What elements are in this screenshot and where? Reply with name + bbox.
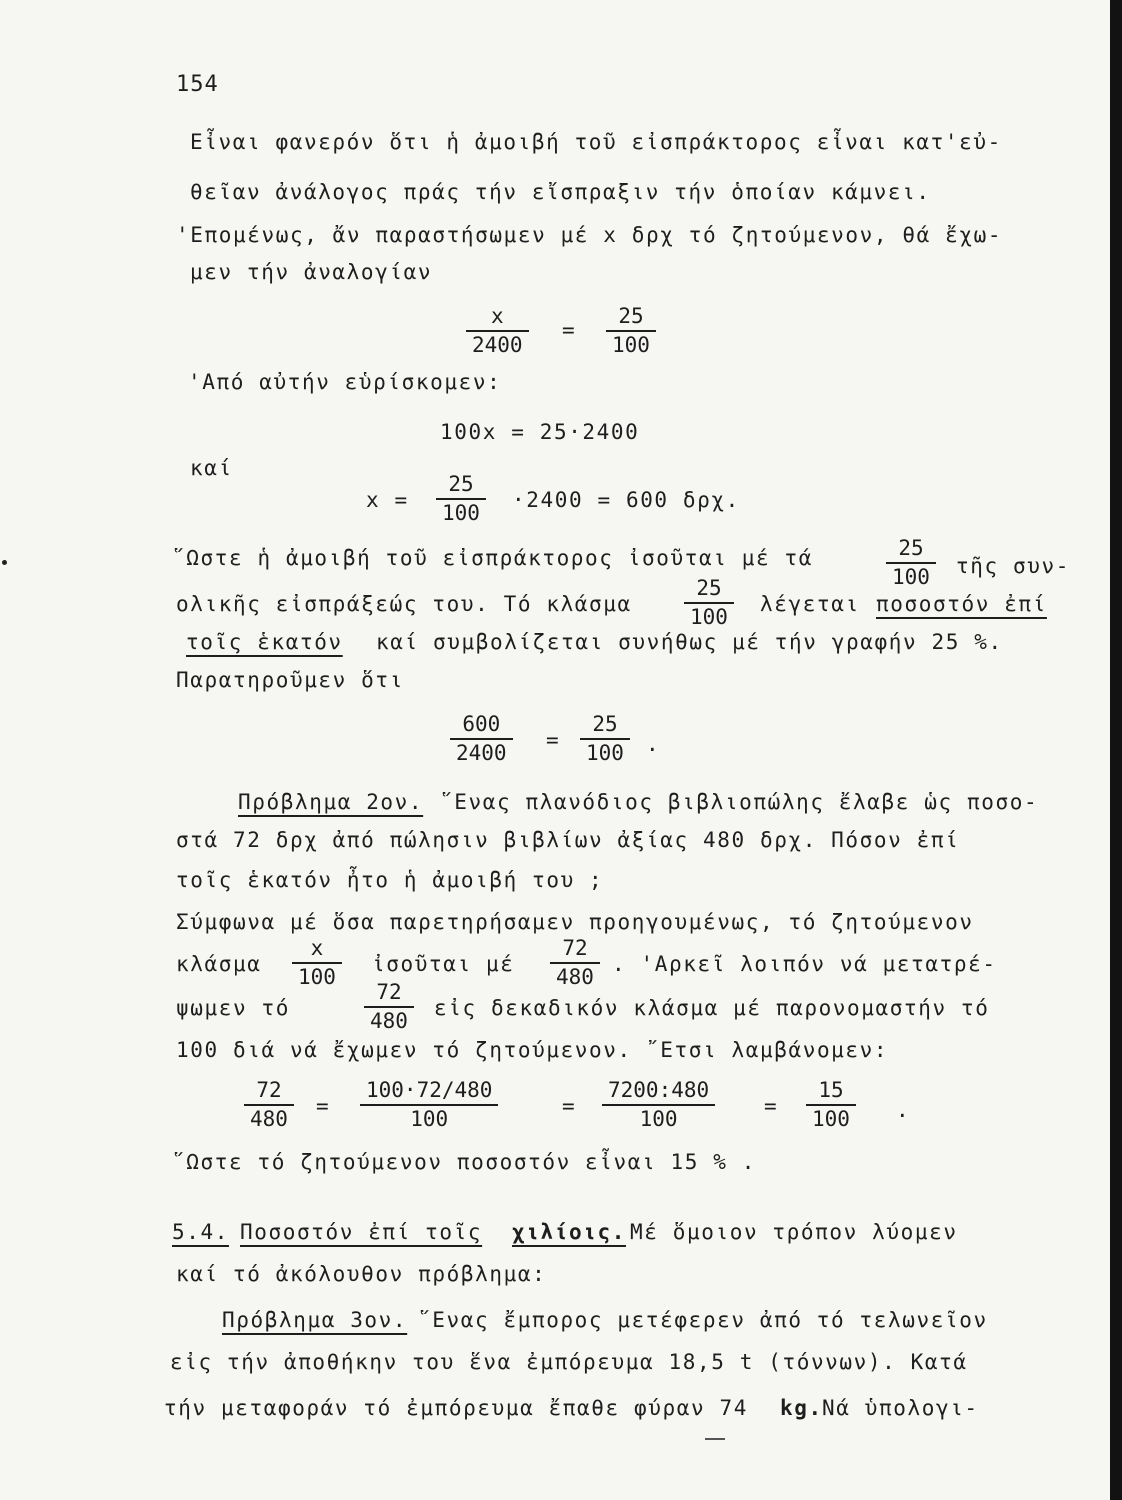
unit-kg: kg. [780, 1396, 823, 1420]
text-line-18: ῞Ωστε τό ζητούμενον ποσοστόν εἶναι 15 % . [172, 1150, 756, 1174]
equals-sign: = [316, 1094, 331, 1118]
page-number: 154 [176, 72, 219, 97]
denominator: 100 [442, 501, 480, 525]
text-line-7-end: τῆς συν- [956, 554, 1070, 578]
text-line-19: Μέ ὅμοιον τρόπον λύομεν [630, 1220, 958, 1244]
numerator: x [292, 938, 342, 964]
text-isoutai-me: ἰσοῦται μέ [372, 952, 515, 976]
text-klasma: κλάσμα [176, 952, 262, 976]
text-line-12: στά 72 δρχ ἀπό πώλησιν βιβλίων ἀξίας 480 δρχ. Πόσον ἐπί [176, 828, 960, 852]
period: . [646, 732, 661, 756]
text-line-23: τήν μεταφοράν τό ἐμπόρευμα ἔπαθε φύραν 74 [164, 1396, 748, 1420]
fraction-25-over-100 [606, 306, 656, 356]
numerator: 15 [806, 1080, 856, 1106]
fraction-25-over-100 [580, 714, 630, 764]
text-psomen-to: ψωμεν τό [176, 996, 290, 1020]
text-line-2: θεῖαν ἀνάλογος πράς τήν εἴσπραξιν τήν ὁποίαν κάμνει. [190, 180, 931, 204]
numerator: 7200:480 [602, 1080, 715, 1106]
numerator: 25 [580, 714, 630, 740]
fraction-72-over-480 [550, 938, 600, 988]
numerator: 72 [364, 982, 414, 1008]
text-line-21: ῞Ενας ἔμπορος μετέφερεν ἀπό τό τελωνεῖον [418, 1308, 988, 1332]
denominator: 100 [298, 965, 336, 989]
denominator: 100 [639, 1107, 678, 1131]
term-pososton-epi: ποσοστόν ἐπί [876, 592, 1047, 616]
numerator: 600 [450, 714, 513, 740]
denominator: 100 [812, 1107, 850, 1131]
text-line-23-end: Νά ὑπολογι- [822, 1396, 979, 1420]
denominator: 100 [690, 605, 728, 629]
period: . [896, 1098, 911, 1122]
margin-dot [2, 560, 7, 565]
fraction-x-over-2400 [466, 306, 529, 356]
text-kai: καί [190, 456, 233, 480]
term-tois-ekaton: τοῖς ἑκατόν [186, 630, 343, 654]
text-line-20: καί τό ἀκόλουθον πρόβλημα: [176, 1262, 547, 1286]
equals-sign: = [562, 1094, 577, 1118]
numerator: 25 [436, 474, 486, 500]
text-line-5: 'Από αὐτήν εὑρίσκομεν: [188, 370, 502, 394]
numerator: 72 [244, 1080, 294, 1106]
fraction-x-over-100 [292, 938, 342, 988]
denominator: 480 [370, 1009, 408, 1033]
fraction-15-over-100 [806, 1080, 856, 1130]
denominator: 2400 [472, 333, 523, 357]
fraction-25-over-100-klasma [684, 578, 734, 628]
text-line-9: καί συμβολίζεται συνήθως μέ τήν γραφήν 25 %. [376, 630, 1003, 654]
fraction-72-over-480 [244, 1080, 294, 1130]
text-line-17: 100 διά νά ἔχωμεν τό ζητούμενον. ῎Ετσι λαμβάνομεν: [176, 1038, 889, 1062]
equation-100x: 100x = 25·2400 [440, 420, 640, 444]
numerator: 25 [606, 306, 656, 332]
denominator: 100 [612, 333, 650, 357]
text-line-1: Εἶναι φανερόν ὅτι ἡ ἀμοιβή τοῦ εἰσπράκτορος εἶναι κατ'εὐ- [190, 130, 1002, 154]
fraction-7200-over-480-over-100 [602, 1080, 715, 1130]
text-legetai: λέγεται [760, 592, 860, 616]
problem-2-heading: Πρόβλημα 2ον. [238, 790, 424, 814]
text-line-7: ῞Ωστε ἡ ἀμοιβή τοῦ εἰσπράκτορος ἰσοῦται μέ τά [172, 546, 813, 570]
section-number: 5.4. [172, 1220, 229, 1244]
fraction-72-over-480 [364, 982, 414, 1032]
numerator: 100·72/480 [360, 1080, 498, 1106]
fraction-25-over-100-inline [886, 538, 936, 588]
scan-edge-bar [1110, 0, 1122, 1500]
denominator: 2400 [456, 741, 507, 765]
fraction-100x72-over-480-over-100 [360, 1080, 498, 1130]
denominator: 100 [586, 741, 624, 765]
section-title: Ποσοστόν ἐπί τοῖς [240, 1220, 483, 1244]
x-result: ·2400 = 600 δρχ. [512, 488, 740, 512]
equals-sign: = [562, 318, 577, 342]
text-line-14: Σύμφωνα μέ ὅσα παρετηρήσαμεν προηγουμένως, τό ζητούμενον [176, 910, 974, 934]
numerator: 25 [886, 538, 936, 564]
numerator: 72 [550, 938, 600, 964]
problem-3-heading: Πρόβλημα 3ον. [222, 1308, 408, 1332]
text-line-15: . 'Αρκεῖ λοιπόν νά μετατρέ- [612, 952, 997, 976]
page-bottom-mark [705, 1438, 725, 1440]
x-equals: x = [366, 488, 409, 512]
fraction-25-over-100 [436, 474, 486, 524]
text-line-4: μεν τήν ἀναλογίαν [190, 260, 433, 284]
numerator: 25 [684, 578, 734, 604]
fraction-600-over-2400 [450, 714, 513, 764]
text-line-22: εἰς τήν ἀποθήκην του ἕνα ἐμπόρευμα 18,5 t (τόννων). Κατά [170, 1350, 968, 1374]
text-line-8: ολικῆς εἰσπράξεώς του. Τό κλάσμα [176, 592, 632, 616]
denominator: 100 [892, 565, 930, 589]
denominator: 100 [410, 1107, 449, 1131]
equals-sign: = [764, 1094, 779, 1118]
text-line-3: 'Επομένως, ἄν παραστήσωμεν μέ x δρχ τό ζητούμενον, θά ἔχω- [176, 223, 1003, 247]
denominator: 480 [250, 1107, 288, 1131]
text-line-16: εἰς δεκαδικόν κλάσμα μέ παρονομαστήν τό [434, 996, 990, 1020]
text-line-13: τοῖς ἑκατόν ἦτο ἡ ἀμοιβή του ; [176, 868, 604, 892]
equals-sign: = [546, 728, 561, 752]
section-title-emphasis: χιλίοις. [512, 1220, 626, 1244]
denominator: 480 [556, 965, 594, 989]
numerator: x [466, 306, 529, 332]
text-line-11: ῞Ενας πλανόδιος βιβλιοπώλης ἔλαβε ὡς ποσο- [440, 790, 1039, 814]
text-line-10: Παρατηροῦμεν ὅτι [176, 668, 404, 692]
